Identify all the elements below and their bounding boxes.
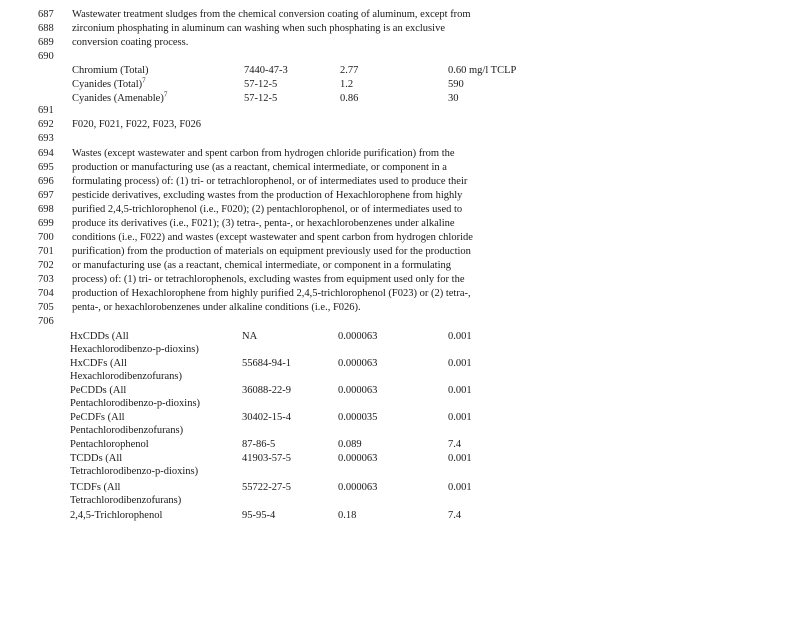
constituent-name-continued: Hexachlorodibenzo-p-dioxins) (70, 344, 199, 355)
cas-number: NA (242, 331, 258, 342)
nonwastewater-standard: 0.001 (448, 482, 472, 493)
nonwastewater-standard: 0.001 (448, 453, 472, 464)
line-number: 700 (38, 232, 54, 243)
constituent-name: 2,4,5-Trichlorophenol (70, 510, 163, 521)
wastewater-standard: 0.000063 (338, 331, 378, 342)
cas-number: 41903-57-5 (242, 453, 291, 464)
line-number: 697 (38, 190, 54, 201)
constituent-name-continued: Pentachlorodibenzofurans) (70, 425, 184, 436)
paragraph-line: pesticide derivatives, excluding wastes from the production of Hexachlorophene from highly (72, 190, 463, 201)
line-number: 691 (38, 105, 54, 116)
constituent-name: Cyanides (Total)$^7$ (72, 76, 146, 90)
paragraph-line: production of Hexachlorophene from highly purified 2,4,5-trichlorophenol (F023) or (2) tetra-, (72, 288, 471, 299)
nonwastewater-standard: 7.4 (448, 439, 462, 450)
paragraph-line: conversion coating process. (72, 37, 189, 48)
line-number: 692 (38, 119, 54, 130)
constituent-name: TCDFs (All (70, 482, 121, 493)
constituent-name: HxCDDs (All (70, 331, 129, 342)
paragraph-line: production or manufacturing use (as a reactant, chemical intermediate, or component in a (72, 162, 447, 173)
cas-number: 30402-15-4 (242, 412, 291, 423)
paragraph-line: or manufacturing use (as a reactant, chemical intermediate, or component in a formulating (72, 260, 452, 271)
constituent-name-continued: Tetrachlorodibenzo-p-dioxins) (70, 466, 199, 477)
cas-number: 55684-94-1 (242, 358, 291, 369)
paragraph-line: purified 2,4,5-trichlorophenol (i.e., F020); (2) pentachlorophenol, or of intermediates used to (72, 204, 463, 215)
paragraph-line: Wastewater treatment sludges from the chemical conversion coating of aluminum, except from (72, 9, 471, 20)
paragraph-line: produce its derivatives (i.e., F021); (3) tetra-, penta-, or hexachlorobenzenes under alkaline (72, 218, 455, 229)
cas-number: 95-95-4 (242, 510, 276, 521)
cas-number: 55722-27-5 (242, 482, 291, 493)
nonwastewater-standard: 0.60 mg/l TCLP (448, 65, 517, 76)
wastewater-standard: 0.18 (338, 510, 357, 521)
nonwastewater-standard: 590 (448, 79, 464, 90)
paragraph-line: purification) from the production of materials on equipment previously used for the production (72, 246, 471, 257)
wastewater-standard: 0.000063 (338, 482, 378, 493)
constituent-name-continued: Pentachlorodibenzo-p-dioxins) (70, 398, 201, 409)
cas-number: 7440-47-3 (244, 65, 288, 76)
constituent-name: Cyanides (Amenable)$^7$ (72, 90, 168, 104)
paragraph-line: conditions (i.e., F022) and wastes (except wastewater and spent carbon from hydrogen chloride (72, 232, 473, 243)
nonwastewater-standard: 7.4 (448, 510, 462, 521)
cas-number: 57-12-5 (244, 79, 278, 90)
line-number: 693 (38, 133, 54, 144)
wastewater-standard: 0.000063 (338, 385, 378, 396)
nonwastewater-standard: 0.001 (448, 412, 472, 423)
wastewater-standard: 0.089 (338, 439, 362, 450)
cas-number: 36088-22-9 (242, 385, 291, 396)
wastewater-standard: 0.000063 (338, 358, 378, 369)
constituent-name: HxCDFs (All (70, 358, 127, 369)
constituent-name: Chromium (Total) (72, 65, 149, 76)
line-number: 706 (38, 316, 54, 327)
wastewater-standard: 2.77 (340, 65, 359, 76)
constituent-name: TCDDs (All (70, 453, 123, 464)
nonwastewater-standard: 0.001 (448, 358, 472, 369)
constituent-name-continued: Hexachlorodibenzofurans) (70, 371, 182, 382)
constituent-name: Pentachlorophenol (70, 439, 149, 450)
line-number: 695 (38, 162, 54, 173)
constituent-name: PeCDDs (All (70, 385, 127, 396)
line-number: 689 (38, 37, 54, 48)
paragraph-line: penta-, or hexachlorobenzenes under alkaline conditions (i.e., F026). (72, 302, 361, 313)
line-number: 702 (38, 260, 54, 271)
wastewater-standard: 0.000063 (338, 453, 378, 464)
paragraph-line: formulating process) of: (1) tri- or tetrachlorophenol, or of intermediates used to produce their (72, 176, 468, 187)
line-number: 694 (38, 148, 54, 159)
line-number: 705 (38, 302, 54, 313)
line-number: 704 (38, 288, 54, 299)
cas-number: 57-12-5 (244, 93, 278, 104)
line-number: 701 (38, 246, 54, 257)
wastewater-standard: 0.000035 (338, 412, 378, 423)
waste-codes: F020, F021, F022, F023, F026 (72, 119, 201, 130)
wastewater-standard: 0.86 (340, 93, 359, 104)
line-number: 687 (38, 9, 54, 20)
constituent-name-continued: Tetrachlorodibenzofurans) (70, 495, 182, 506)
line-number: 696 (38, 176, 54, 187)
paragraph-line: Wastes (except wastewater and spent carbon from hydrogen chloride purification) from the (72, 148, 455, 159)
constituent-name: PeCDFs (All (70, 412, 125, 423)
line-number: 690 (38, 51, 54, 62)
nonwastewater-standard: 30 (448, 93, 459, 104)
line-number: 703 (38, 274, 54, 285)
nonwastewater-standard: 0.001 (448, 385, 472, 396)
nonwastewater-standard: 0.001 (448, 331, 472, 342)
line-number: 698 (38, 204, 54, 215)
line-number: 699 (38, 218, 54, 229)
wastewater-standard: 1.2 (340, 79, 354, 90)
cas-number: 87-86-5 (242, 439, 276, 450)
paragraph-line: zirconium phosphating in aluminum can washing when such phosphating is an exclusive (72, 23, 445, 34)
paragraph-line: process) of: (1) tri- or tetrachlorophenols, excluding wastes from equipment used only for the (72, 274, 465, 285)
line-number: 688 (38, 23, 54, 34)
